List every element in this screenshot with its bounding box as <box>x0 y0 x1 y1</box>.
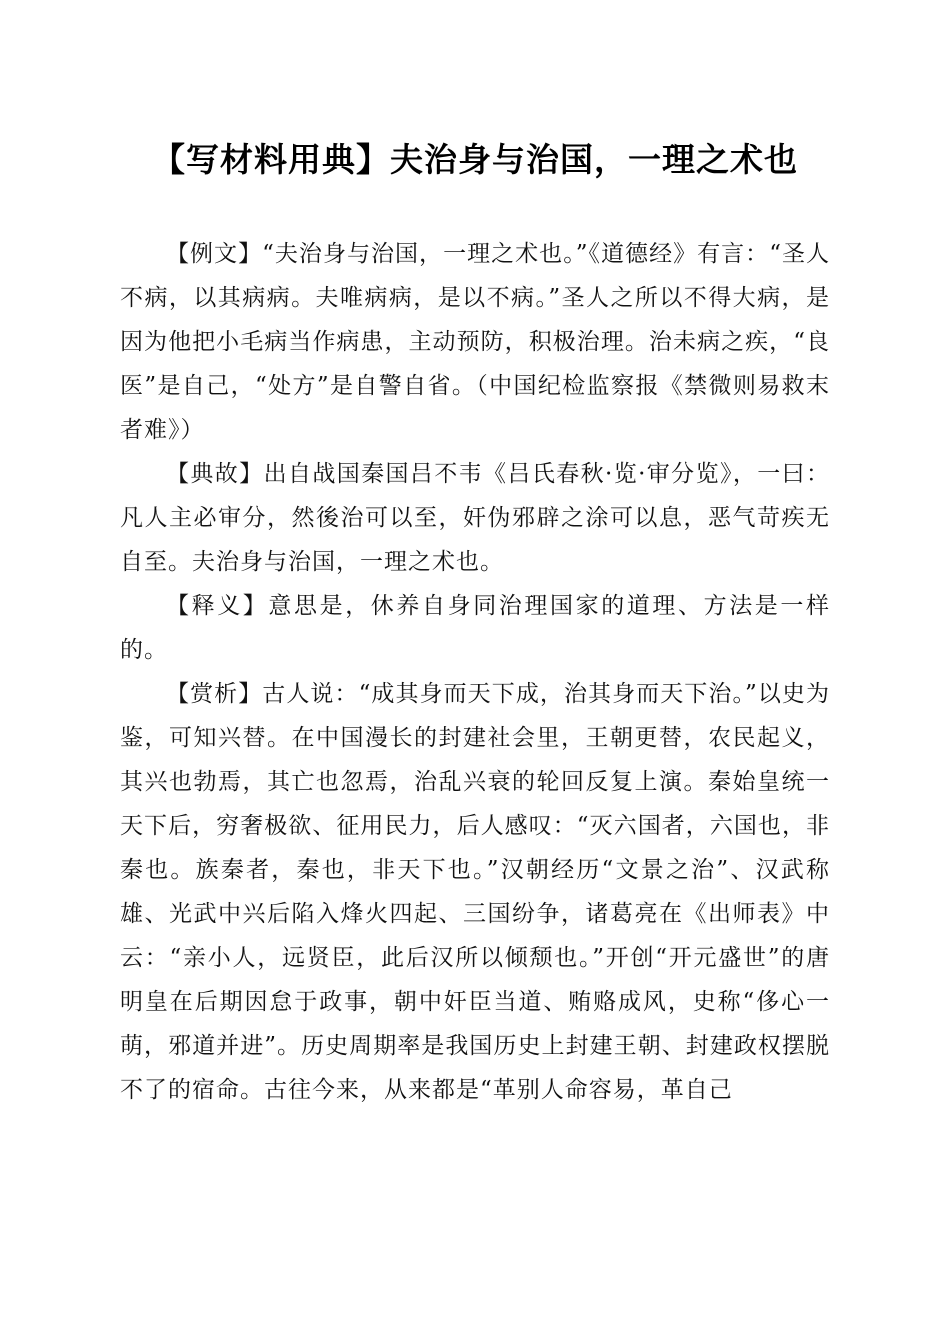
paragraph-text: “夫治身与治国，一理之术也。”《道德经》有言：“圣人不病，以其病病。夫唯病病，是以不病。”圣人之所以不得大病，是因为他把小毛病当作病患，主动预防，积极治理。治未病之疾，“良医”是自己，“处方”是自警自省。（中国纪检监察报《禁微则易救末者难》） <box>120 241 831 443</box>
paragraph-label: 【例文】 <box>166 241 263 267</box>
paragraph-label: 【赏析】 <box>166 681 263 707</box>
article-body <box>120 232 830 1112</box>
paragraph-example <box>120 232 830 452</box>
page-title: 【写材料用典】夫治身与治国，一理之术也 <box>152 140 798 179</box>
paragraph-text: 出自战国秦国吕不韦《吕氏春秋·览·审分览》，一曰：凡人主必审分，然後治可以至，奸伪邪辟之涂可以息，恶气苛疾无自至。夫治身与治国，一理之术也。 <box>120 461 831 575</box>
paragraph-meaning <box>120 584 830 672</box>
paragraph-text: 意思是，休养自身同治理国家的道理、方法是一样的。 <box>120 593 831 663</box>
paragraph-label: 【典故】 <box>166 461 264 487</box>
paragraph-allusion <box>120 452 830 584</box>
paragraph-text: 古人说：“成其身而天下成，治其身而天下治。”以史为鉴，可知兴替。在中国漫长的封建社会里，王朝更替，农民起义，其兴也勃焉，其亡也忽焉，治乱兴衰的轮回反复上演。秦始皇统一天下后，穷奢极欲、征用民力，后人感叹：“灭六国者，六国也，非秦也。族秦者，秦也，非天下也。”汉朝经历“文景之治”、汉武称雄、光武中兴后陷入烽火四起、三国纷争，诸葛亮在《出师表》中云：“亲小人，远贤臣，此后汉所以倾颓也。”开创“开元盛世”的唐明皇在后期因怠于政事，朝中奸臣当道、贿赂成风，史称“侈心一萌，邪道并进”。历史周期率是我国历史上封建王朝、封建政权摆脱不了的宿命。古往今来，从来都是“革别人命容易，革自己 <box>120 681 830 1103</box>
paragraph-analysis <box>120 672 830 1112</box>
paragraph-label: 【释义】 <box>166 593 269 619</box>
